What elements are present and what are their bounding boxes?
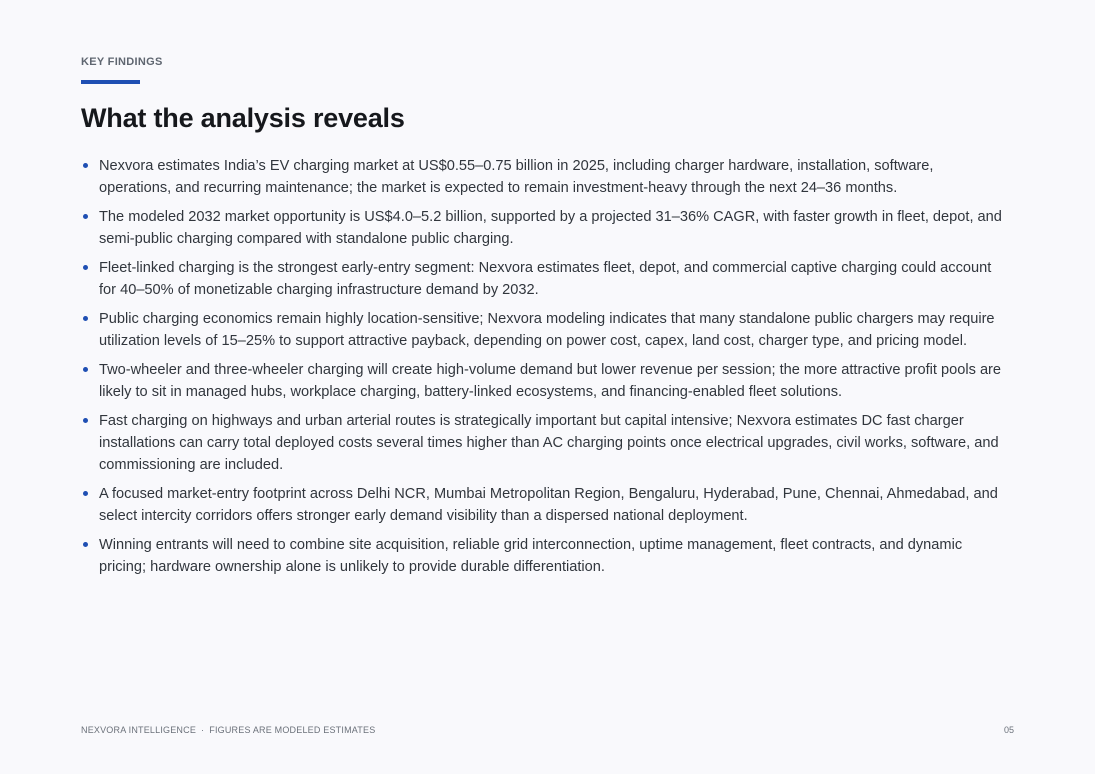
finding-text: Winning entrants will need to combine site acquisition, reliable grid interconnection, uptime management, fleet contracts, and dynamic pricing; hardware ownership alone is unlikely to provide durable differentiation. [99, 537, 963, 575]
bullet-dot-icon [83, 491, 88, 496]
bullet-dot-icon [83, 265, 88, 270]
finding-item [81, 483, 1006, 527]
bullet-dot-icon [83, 316, 88, 321]
finding-text: The modeled 2032 market opportunity is US$4.0–5.2 billion, supported by a projected 31–36% CAGR, with faster growth in fleet, depot, and semi-public charging compared with standalone public charging. [99, 209, 1002, 247]
finding-item [81, 155, 1006, 199]
bullet-dot-icon [83, 418, 88, 423]
slide-page [81, 0, 1014, 774]
finding-text: Two-wheeler and three-wheeler charging will create high-volume demand but lower revenue per session; the more attractive profit pools are likely to sit in managed hubs, workplace charging, battery-linked ecosystems, and financing-enabled fleet solutions. [99, 362, 1002, 400]
finding-text: Fleet-linked charging is the strongest early-entry segment: Nexvora estimates fleet, depot, and commercial captive charging could account for 40–50% of monetizable charging infrastructure demand by 2032. [99, 260, 992, 298]
finding-text: Nexvora estimates India’s EV charging market at US$0.55–0.75 billion in 2025, including charger hardware, installation, software, operations, and recurring maintenance; the market is expected to remain investment-heavy through the next 24–36 months. [99, 158, 934, 196]
footer-note: FIGURES ARE MODELED ESTIMATES [209, 725, 376, 735]
footer-brand: NEXVORA INTELLIGENCE [81, 725, 197, 735]
section-eyebrow: KEY FINDINGS [81, 56, 163, 68]
finding-text: A focused market-entry footprint across Delhi NCR, Mumbai Metropolitan Region, Bengaluru, Hyderabad, Pune, Chennai, Ahmedabad, and select intercity corridors offers stronger early demand visibility than a dispersed national deployment. [99, 486, 998, 524]
bullet-dot-icon [83, 367, 88, 372]
finding-text: Public charging economics remain highly location-sensitive; Nexvora modeling indicates that many standalone public chargers may require utilization levels of 15–25% to support attractive payback, depending on power cost, capex, land cost, charger type, and pricing model. [99, 311, 995, 349]
accent-rule [81, 80, 140, 84]
bullet-dot-icon [83, 542, 88, 547]
finding-item [81, 359, 1006, 403]
finding-item [81, 308, 1006, 352]
footer-source [81, 725, 375, 735]
finding-item [81, 410, 1006, 476]
bullet-dot-icon [83, 163, 88, 168]
footer-separator: · [201, 725, 205, 735]
page-number: 05 [1003, 725, 1014, 735]
bullet-dot-icon [83, 214, 88, 219]
finding-item [81, 206, 1006, 250]
page-title: What the analysis reveals [81, 103, 405, 133]
finding-item [81, 257, 1006, 301]
finding-text: Fast charging on highways and urban arterial routes is strategically important but capital intensive; Nexvora estimates DC fast charger installations can carry total deployed costs several times higher than AC charging points once electrical upgrades, civil works, software, and commissioning are included. [99, 413, 999, 473]
finding-item [81, 534, 1006, 578]
findings-list [81, 155, 1006, 585]
